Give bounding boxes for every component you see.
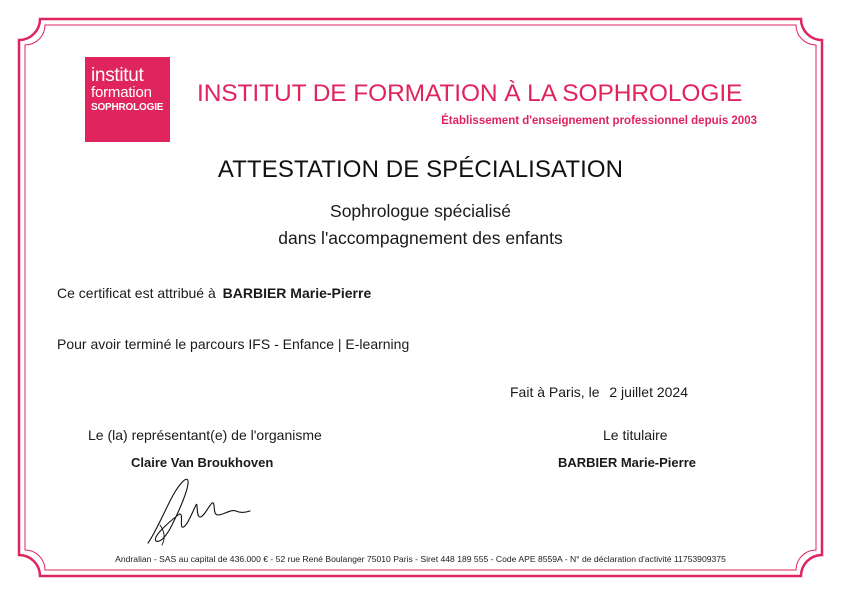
holder-name: BARBIER Marie-Pierre [558,455,696,470]
handwritten-signature [140,465,270,550]
logo-line-3: SOPHROLOGIE [91,102,164,113]
logo-line-2: formation [91,84,152,101]
attribution-label: Ce certificat est attribué à [57,285,216,301]
place-label: Fait à Paris, le [510,384,600,400]
specialty-line-1: Sophrologue spécialisé [330,201,511,221]
legal-footer: Andralian - SAS au capital de 436.000 € - 52 rue René Boulanger 75010 Paris - Siret 448 189 555 - Code APE 8559A - N° de déclaration d'activité 11753909375 [115,554,726,564]
representative-label: Le (la) représentant(e) de l'organisme [88,427,322,443]
representative-name: Claire Van Broukhoven [131,455,274,470]
course-line [57,336,409,352]
issue-date: 2 juillet 2024 [609,384,688,400]
organization-name: INSTITUT DE FORMATION À LA SOPHROLOGIE [197,80,743,107]
course-label: Pour avoir terminé le parcours [57,336,245,352]
holder-label: Le titulaire [603,427,668,443]
specialty-line-2: dans l'accompagnement des enfants [278,228,563,248]
course-name: IFS - Enfance | E-learning [248,336,410,352]
institute-logo [85,57,170,142]
recipient-name: BARBIER Marie-Pierre [222,285,372,301]
attribution-line [57,285,371,301]
logo-line-1: institut [91,65,144,86]
date-line [510,384,688,400]
certificate-title: ATTESTATION DE SPÉCIALISATION [217,156,624,183]
organization-tagline: Établissement d'enseignement professionnel depuis 2003 [441,115,757,127]
